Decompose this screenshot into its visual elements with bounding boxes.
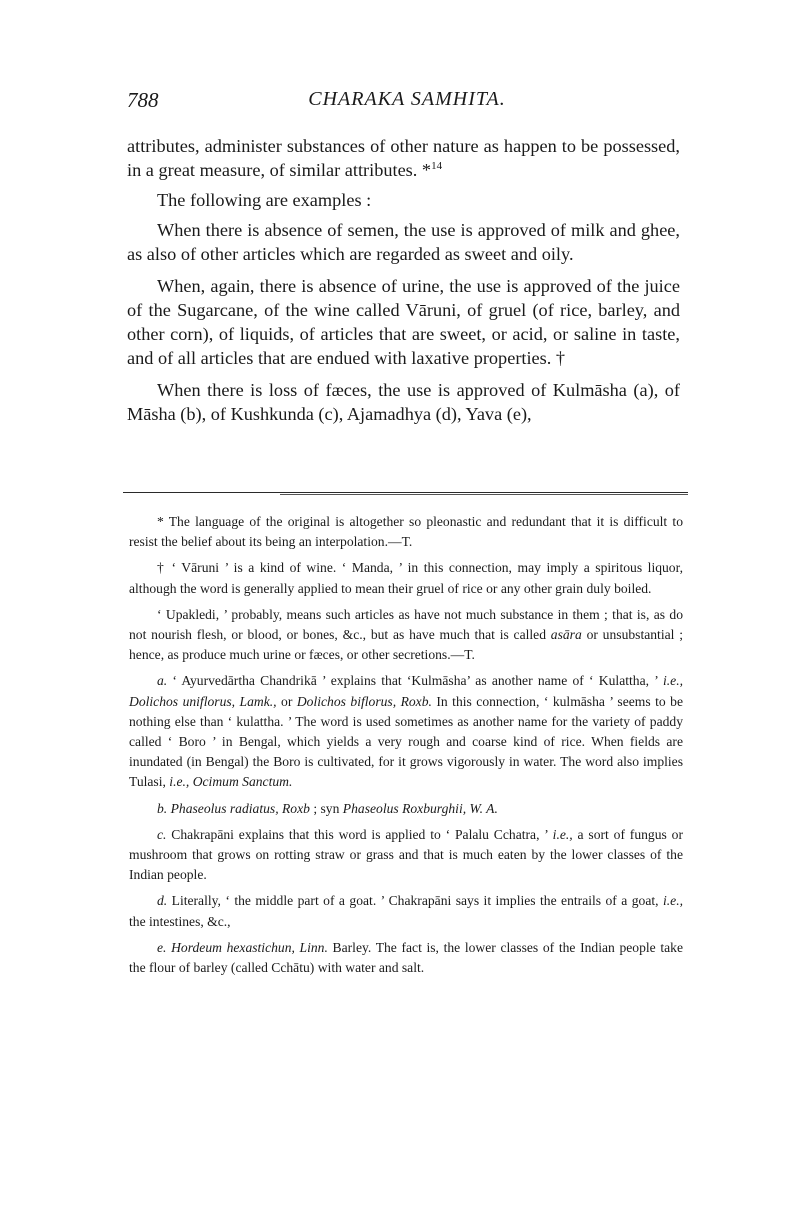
paragraph-1: attributes, administer substances of other nature as happen to be possessed, in a great measure, of similar attributes. *$^{14}$ [127, 136, 680, 180]
footnote-e: e. Hordeum hexastichun, Linn. Barley. The fact is, the lower classes of the Indian people take the flour of barley (called Cchātu) with water and salt. [129, 939, 683, 976]
footnotes [129, 512, 683, 984]
running-title: CHARAKA SAMHITA. [308, 88, 506, 110]
footnote-divider-secondary [280, 494, 688, 495]
main-text [127, 134, 680, 434]
footnote-star: * The language of the original is altogether so pleonastic and redundant that it is difficult to resist the belief about its being an interpolation.—T. [129, 514, 683, 550]
footnote-divider [123, 492, 688, 493]
footnote-d: d. Literally, ‘ the middle part of a goat. ’ Chakrapāni says it implies the entrails of a goat, i.e., the intestines, &c., [129, 893, 683, 929]
paragraph-5: When there is loss of fæces, the use is approved of Kulmāsha (a), of Māsha (b), of Kushkunda (c), Ajamadhya (d), Yava (e), [127, 380, 680, 424]
paragraph-4: When, again, there is absence of urine, the use is approved of the juice of the Sugarcane, of the wine called Vāruni, of gruel (of rice, barley, and other corn), of liquids, of articles that are sweet, or acid, or saline in taste, and of all articles that are endued with laxative properties. † [127, 276, 680, 368]
footnote-b: b. Phaseolus radiatus, Roxb ; syn Phaseolus Roxburghii, W. A. [157, 800, 498, 816]
page-header [127, 88, 687, 118]
footnote-dagger: † ‘ Vāruni ’ is a kind of wine. ‘ Manda, ’ in this connection, may imply a spiritous liquor, although the word is generally applied to mean their gruel of rice or any other grain duly boiled. [129, 560, 683, 596]
paragraph-2: The following are examples : [157, 190, 372, 210]
paragraph-3: When there is absence of semen, the use is approved of milk and ghee, as also of other articles which are regarded as sweet and oily. [127, 220, 680, 264]
footnote-marker: 14 [431, 159, 443, 172]
page-number: 788 [127, 88, 159, 112]
footnote-c: c. Chakrapāni explains that this word is applied to ‘ Palalu Cchatra, ’ i.e., a sort of fungus or mushroom that grows on rotting straw or grass and that is much eaten by the lower classes of the Indian people. [129, 826, 683, 883]
footnote-upakledi: ‘ Upakledi, ’ probably, means such articles as have not much substance in them ; that is, as do not nourish flesh, or blood, or bones, &c., but as have much that is called asāra or unsubstantial ; hence, as produce much urine or fæces, or other secretions.—T. [129, 606, 683, 663]
footnote-a: a. ‘ Ayurvedārtha Chandrikā ’ explains that ‘Kulmāsha’ as another name of ‘ Kulattha, ’ i.e., Dolichos uniflorus, Lamk., or Dolichos biflorus, Roxb. In this connection, ‘ kulmāsha ’ seems to be nothing else than ‘ kulattha. ’ The word is used sometimes as another name for the variety of paddy called ‘ Boro ’ in Bengal, which yields a very rough and coarse kind of rice. When fields are inundated (in Bengal) the Boro is cultivated, for it grows vigorously in water. The word also implies Tulasi, i.e., Ocimum Sanctum. [129, 673, 683, 790]
